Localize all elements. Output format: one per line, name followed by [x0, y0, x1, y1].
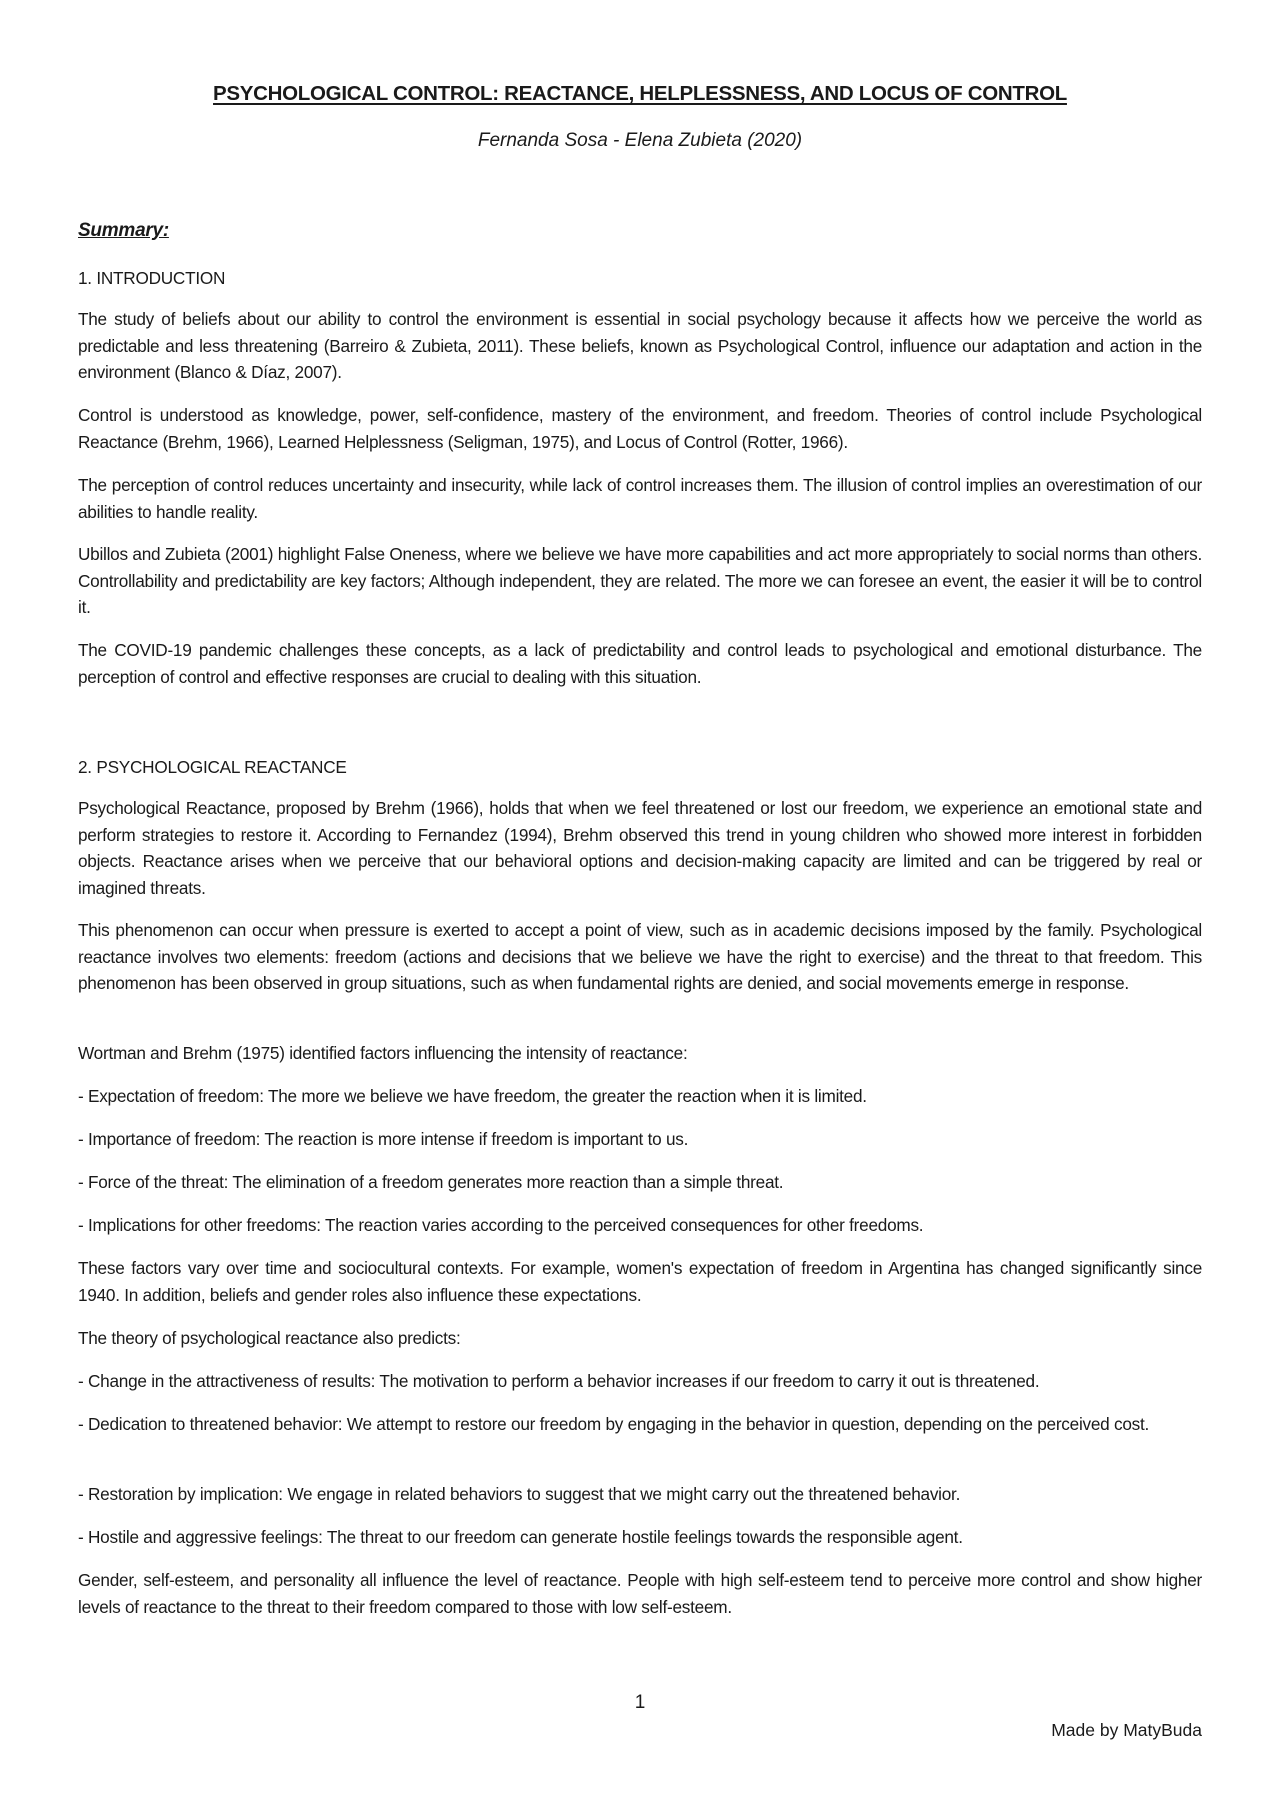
paragraph: This phenomenon can occur when pressure is exerted to accept a point of view, such as in academic decisions imposed by the family. Psychological reactance involves two elements: freedom (actions and decisions that we believe we have the right to exercise) and the threat to that freedom. This phenomenon has been observed in group situations, such as when fundamental rights are denied, and social movements emerge in response. [78, 920, 1202, 993]
section-heading-introduction: 1. INTRODUCTION [78, 268, 226, 288]
document-title: PSYCHOLOGICAL CONTROL: REACTANCE, HELPLESSNESS, AND LOCUS OF CONTROL [213, 82, 1067, 105]
page-number: 1 [634, 1692, 646, 1713]
paragraph: These factors vary over time and sociocultural contexts. For example, women's expectation of freedom in Argentina has changed significantly since 1940. In addition, beliefs and gender roles also influence these expectations. [78, 1258, 1202, 1305]
list-item: - Change in the attractiveness of results: The motivation to perform a behavior increases if our freedom to carry it out is threatened. [78, 1371, 1040, 1391]
paragraph: The perception of control reduces uncertainty and insecurity, while lack of control increases them. The illusion of control implies an overestimation of our abilities to handle reality. [78, 475, 1202, 522]
list-item: - Force of the threat: The elimination of a freedom generates more reaction than a simple threat. [78, 1172, 784, 1192]
document-authors: Fernanda Sosa - Elena Zubieta (2020) [477, 130, 803, 151]
summary-label: Summary: [78, 220, 169, 241]
list-item: - Expectation of freedom: The more we believe we have freedom, the greater the reaction when it is limited. [78, 1086, 867, 1106]
list-item: - Hostile and aggressive feelings: The threat to our freedom can generate hostile feelings towards the responsible agent. [78, 1527, 963, 1547]
list-item: - Importance of freedom: The reaction is more intense if freedom is important to us. [78, 1129, 689, 1149]
paragraph: Psychological Reactance, proposed by Brehm (1966), holds that when we feel threatened or lost our freedom, we experience an emotional state and perform strategies to restore it. According to Fernandez (1994), Brehm observed this trend in young children who showed more interest in forbidden objects. Reactance arises when we perceive that our behavioral options and decision-making capacity are limited and can be triggered by real or imagined threats. [78, 798, 1202, 898]
paragraph: The COVID-19 pandemic challenges these concepts, as a lack of predictability and control leads to psychological and emotional disturbance. The perception of control and effective responses are crucial to dealing with this situation. [78, 640, 1202, 687]
paragraph: The theory of psychological reactance also predicts: [78, 1328, 461, 1348]
paragraph: Control is understood as knowledge, power, self-confidence, mastery of the environment, and freedom. Theories of control include Psychological Reactance (Brehm, 1966), Learned Helplessness (Seligman, 1975), and Locus of Control (Rotter, 1966). [78, 405, 1202, 452]
paragraph: The study of beliefs about our ability to control the environment is essential in social psychology because it affects how we perceive the world as predictable and less threatening (Barreiro & Zubieta, 2011). These beliefs, known as Psychological Control, influence our adaptation and action in the environment (Blanco & Díaz, 2007). [78, 309, 1202, 382]
paragraph: Ubillos and Zubieta (2001) highlight False Oneness, where we believe we have more capabilities and act more appropriately to social norms than others. Controllability and predictability are key factors; Although independent, they are related. The more we can foresee an event, the easier it will be to control it. [78, 544, 1202, 617]
list-item: - Restoration by implication: We engage in related behaviors to suggest that we might carry out the threatened behavior. [78, 1484, 961, 1504]
list-item: - Implications for other freedoms: The reaction varies according to the perceived consequences for other freedoms. [78, 1215, 924, 1235]
list-item: - Dedication to threatened behavior: We attempt to restore our freedom by engaging in the behavior in question, depending on the perceived cost. [78, 1414, 1150, 1434]
paragraph: Wortman and Brehm (1975) identified factors influencing the intensity of reactance: [78, 1043, 688, 1063]
paragraph: Gender, self-esteem, and personality all influence the level of reactance. People with high self-esteem tend to perceive more control and show higher levels of reactance to the threat to their freedom compared to those with low self-esteem. [78, 1570, 1202, 1617]
footer-credit: Made by MatyBuda [1051, 1720, 1202, 1740]
section-heading-reactance: 2. PSYCHOLOGICAL REACTANCE [78, 757, 347, 777]
